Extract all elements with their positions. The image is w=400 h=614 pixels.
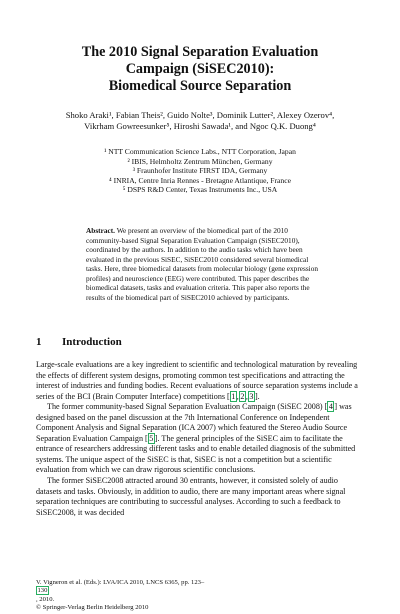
affiliation-3: ³ Fraunhofer Institute FIRST IDA, Germany <box>132 166 268 176</box>
abstract-label: Abstract. <box>86 226 115 235</box>
abstract <box>86 226 322 302</box>
footer-citation-end: , 2010. <box>36 595 55 603</box>
paragraph-1-end: . <box>257 391 260 401</box>
section-number: 1 <box>36 336 42 348</box>
footer-citation-line <box>36 579 364 604</box>
footer-citation-text: V. Vigneron et al. (Eds.): LVA/ICA 2010, LNCS 6365, pp. 123– <box>36 579 205 586</box>
affiliation-1: ¹ NTT Communication Science Labs., NTT Corporation, Japan <box>104 147 296 156</box>
body-text <box>36 360 364 518</box>
title-line-2: Campaign (SiSEC2010): <box>125 61 275 77</box>
affiliation-5: ⁵ DSPS R&D Center, Texas Instruments Inc., USA <box>122 185 278 195</box>
authors-line-2: Vikrham Gowreesunker⁵, Hiroshi Sawada¹, and Ngoc Q.K. Duong⁴ <box>84 121 316 131</box>
abstract-text: We present an overview of the biomedical part of the 2010 community-based Signal Separation Evaluation Campaign (SiSEC2010), coordinated by the authors. In addition to the audio tasks which have been evaluated in the previous SiSEC, SiSEC2010 considered several biomedical tasks. Here, three biomedical datasets from molecular biology (gene expression profiles) and neuroscience (EEG) were contributed. This paper describes the biomedical datasets, tasks and evaluation criteria. This paper also reports the results of the biomedical part of SiSEC2010 achieved by participants. <box>86 226 319 302</box>
paper-title <box>40 44 360 95</box>
paragraph-2-text-b: was designed based on the panel discussion at the 7th International Conference on Independent Component Analysis and Signal Separation (ICA 2007) which featured the Stereo Audio Source Separation Evaluation Campaign <box>36 402 352 443</box>
affiliation-list <box>30 147 370 195</box>
page-range-link[interactable]: 130 <box>37 587 48 595</box>
paragraph-1-text: Large-scale evaluations are a key ingredient to scientific and technological maturation by revealing the effects of different system designs, promoting common test specifications and attracting the interest of industries and funding bodies. Recent evaluations of source separation systems include a series of the BCI (Brain Computer Interface) competitions <box>36 360 358 401</box>
paragraph-3 <box>36 476 364 518</box>
author-list <box>30 110 370 132</box>
affiliation-4: ⁴ INRIA, Centre Inria Rennes - Bretagne Atlantique, France <box>109 175 291 185</box>
copyright-line: © Springer-Verlag Berlin Heidelberg 2010 <box>36 604 149 612</box>
affiliation-2: ² IBIS, Helmholtz Zentrum München, Germany <box>127 156 273 166</box>
title-line-1: The 2010 Signal Separation Evaluation <box>81 44 319 60</box>
paragraph-3-text: The former SiSEC2008 attracted around 30 entrants, however, it consisted solely of audio datasets and tasks. Obviously, in addition to audio, there are many important areas where signal separation techniques are contributing to successful analyses. According to such a feedback to SiSEC2008, it was decided <box>36 476 346 517</box>
citation-link[interactable]: 5 <box>149 433 154 443</box>
page-footer <box>36 579 364 613</box>
title-line-3: Biomedical Source Separation <box>108 78 292 94</box>
paragraph-2-text-a: The former community-based Signal Separation Evaluation Campaign (SiSEC 2008) <box>47 402 325 412</box>
authors-line-1: Shoko Araki¹, Fabian Theis², Guido Nolte³, Dominik Lutter², Alexey Ozerov⁴, <box>65 110 335 120</box>
paragraph-2-text-c: . The general principles of the SiSEC aim to facilitate the entrance of researchers addressing different tasks and to enable detailed diagnosis of the submitted systems. The unique aspect of the SiSEC is that, SiSEC is not a competition but a scientific evaluation from which we can draw rigorous scientific conclusions. <box>36 433 356 475</box>
section-heading <box>36 336 122 349</box>
paragraph-1: Large-scale evaluations are a key ingredient to scientific and technological maturation by revealing the effects of different system designs, promoting common test specifications and attracting the interest of industries and funding bodies. Recent evaluations of source separation systems include a series of the BCI (Brain Computer Interface) competitions [ 1 , 2 , 3 ]. <box>36 360 358 401</box>
citation-link[interactable]: 1 <box>231 391 236 401</box>
section-title: Introduction <box>62 336 122 348</box>
citation-link[interactable]: 3 <box>249 391 254 401</box>
citation-link[interactable]: 4 <box>328 402 333 412</box>
paragraph-2: The former community-based Signal Separation Evaluation Campaign (SiSEC 2008) [ 4 ] was designed based on the panel discussion at the 7th International Conference on Independent Component Analysis and Signal Separation (ICA 2007) which featured the Stereo Audio Source Separation Evaluation Campaign [ 5 ]. The general principles of the SiSEC aim to facilitate the entrance of researchers addressing different tasks and to enable detailed diagnosis of the submitted systems. The unique aspect of the SiSEC is that, SiSEC is not a competition but a scientific evaluation from which we can draw rigorous scientific conclusions. <box>36 402 356 475</box>
citation-link[interactable]: 2 <box>240 391 245 401</box>
